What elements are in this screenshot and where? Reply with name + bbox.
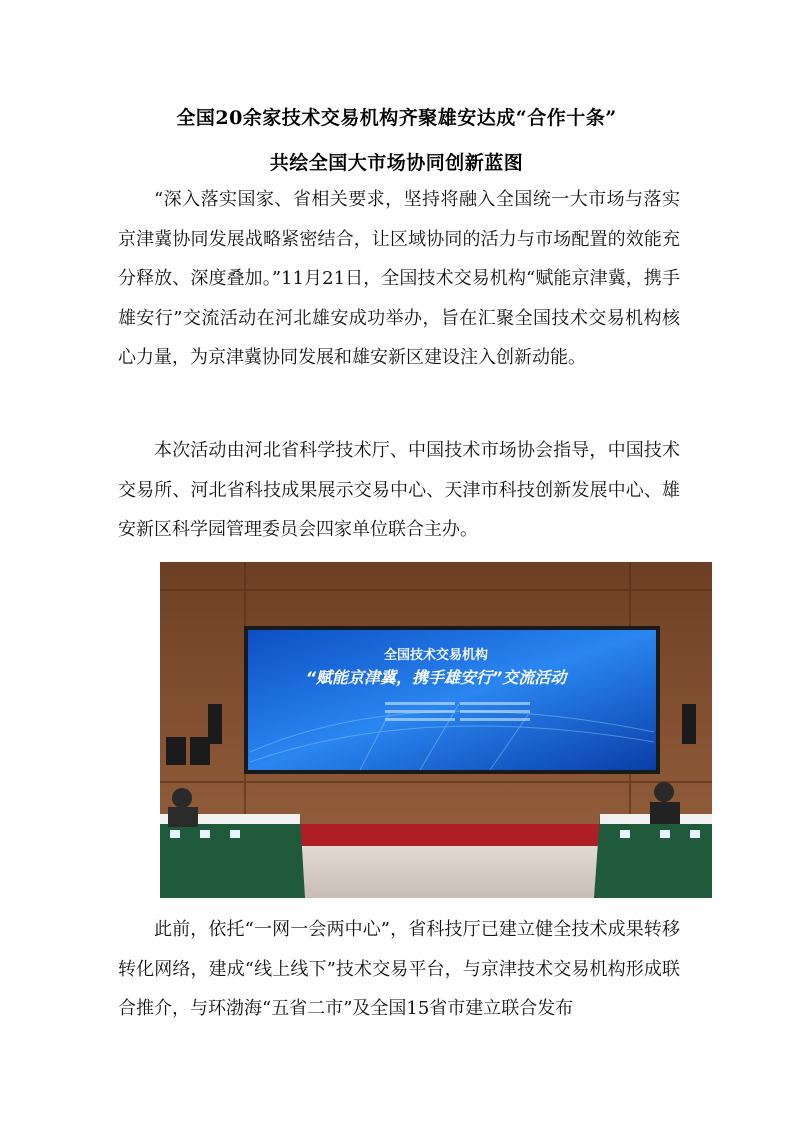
screen-title: 全国技术交易机构 bbox=[383, 648, 488, 663]
paragraph-3: 此前，依托“一网一会两中心”，省科技厅已建立健全技术成果转移转化网络，建成“线上线下”技术交易平台，与京津技术交易机构形成联合推介，与环渤海“五省二市”及全国15省市建立联合发布 bbox=[118, 919, 680, 1020]
screen-slogan: “赋能京津冀，携手雄安行”交流活动 bbox=[305, 668, 567, 687]
meeting-room-illustration bbox=[160, 562, 712, 898]
title-line-1: 全国20余家技术交易机构齐聚雄安达成“合作十条” bbox=[176, 107, 617, 129]
title-line-2: 共绘全国大市场协同创新蓝图 bbox=[269, 152, 524, 174]
paragraph-2: 本次活动由河北省科学技术厅、中国技术市场协会指导，中国技术交易所、河北省科技成果展示交易中心、天津市科技创新发展中心、雄安新区科学园管理委员会四家单位联合主办。 bbox=[118, 440, 680, 541]
event-photo bbox=[160, 562, 712, 898]
paragraph-1: “深入落实国家、省相关要求，坚持将融入全国统一大市场与落实京津冀协同发展战略紧密结合，让区域协同的活力与市场配置的效能充分释放、深度叠加。”11月21日，全国技术交易机构“赋能京津冀，携手雄安行”交流活动在河北雄安成功举办，旨在汇聚全国技术交易机构核心力量，为京津冀协同发展和雄安新区建设注入创新动能。 bbox=[118, 189, 680, 369]
